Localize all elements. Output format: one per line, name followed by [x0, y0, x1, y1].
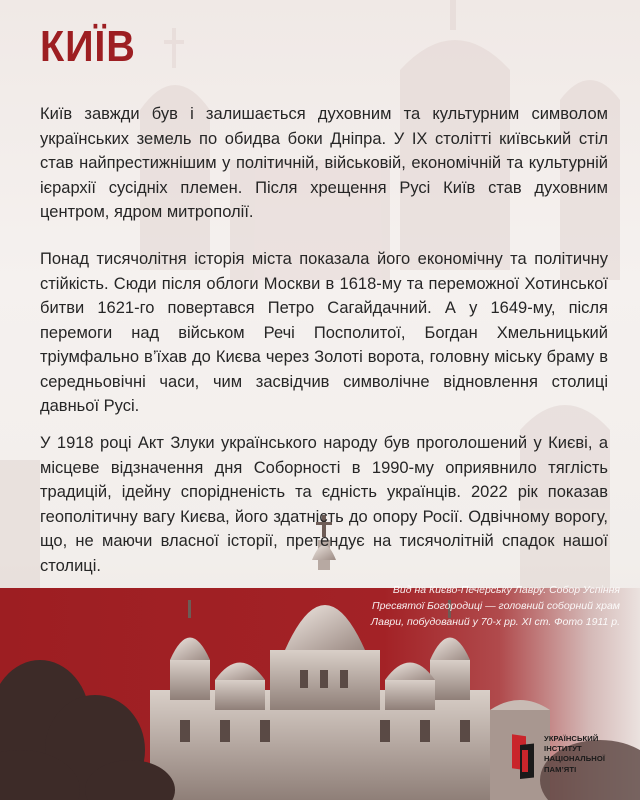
logo-line: НАЦІОНАЛЬНОЇ	[544, 754, 606, 764]
uinp-logo-text	[544, 734, 605, 775]
paragraph-3: У 1918 році Акт Злуки українського народу був проголошений у Києві, а місцеве відзначення дня Соборності в 1990-му оприявнило тяглість традицій, ідейну спорідненість та єдність українців. 2022 рік показав геополітичну вагу Києва, його здатність до опору Росії. Одвічному ворогу, що, не маючи власної історії, претендує на тисячолітній спадок нашої столиці.	[40, 434, 608, 575]
photo-caption: Вид на Києво-Печерську Лавру. Собор Успіння Пресвятої Богородиці — головний соборний храм Лаври, побудований у 70-х рр. XI ст. Фото 1911 р.	[370, 584, 620, 628]
paragraph-2: Понад тисячолітня історія міста показала його економічну та політичну стійкість. Сюди після облоги Москви в 1618-му та переможної Хотинської битви 1621-го повертався Петро Сагайдачний. А у 1649-му, після перемоги над військом Речі Посполитої, Богдан Хмельницький тріумфально в’їхав до Києва через Золоті ворота, головну міську браму в середньовічні часи, чим засвідчив символічне відновлення столиці давньої Русі.	[40, 250, 608, 415]
logo-line: УКРАЇНСЬКИЙ	[544, 734, 599, 743]
uinp-logo	[510, 728, 632, 788]
paragraph-1: Київ завжди був і залишається духовним та культурним символом українських земель по обидва боки Дніпра. У IX столітті київський стіл став найпрестижнішим у політичній, військовій, економічній та культурній ієрархії сусідніх племен. Після хрещення Русі Київ став духовним центром, ядром митрополії.	[40, 105, 608, 221]
logo-line: ПАМ’ЯТІ	[544, 764, 577, 774]
page-title: КИЇВ	[40, 22, 136, 71]
uinp-logo-icon	[510, 732, 538, 784]
logo-line: ІНСТИТУТ	[544, 744, 582, 754]
